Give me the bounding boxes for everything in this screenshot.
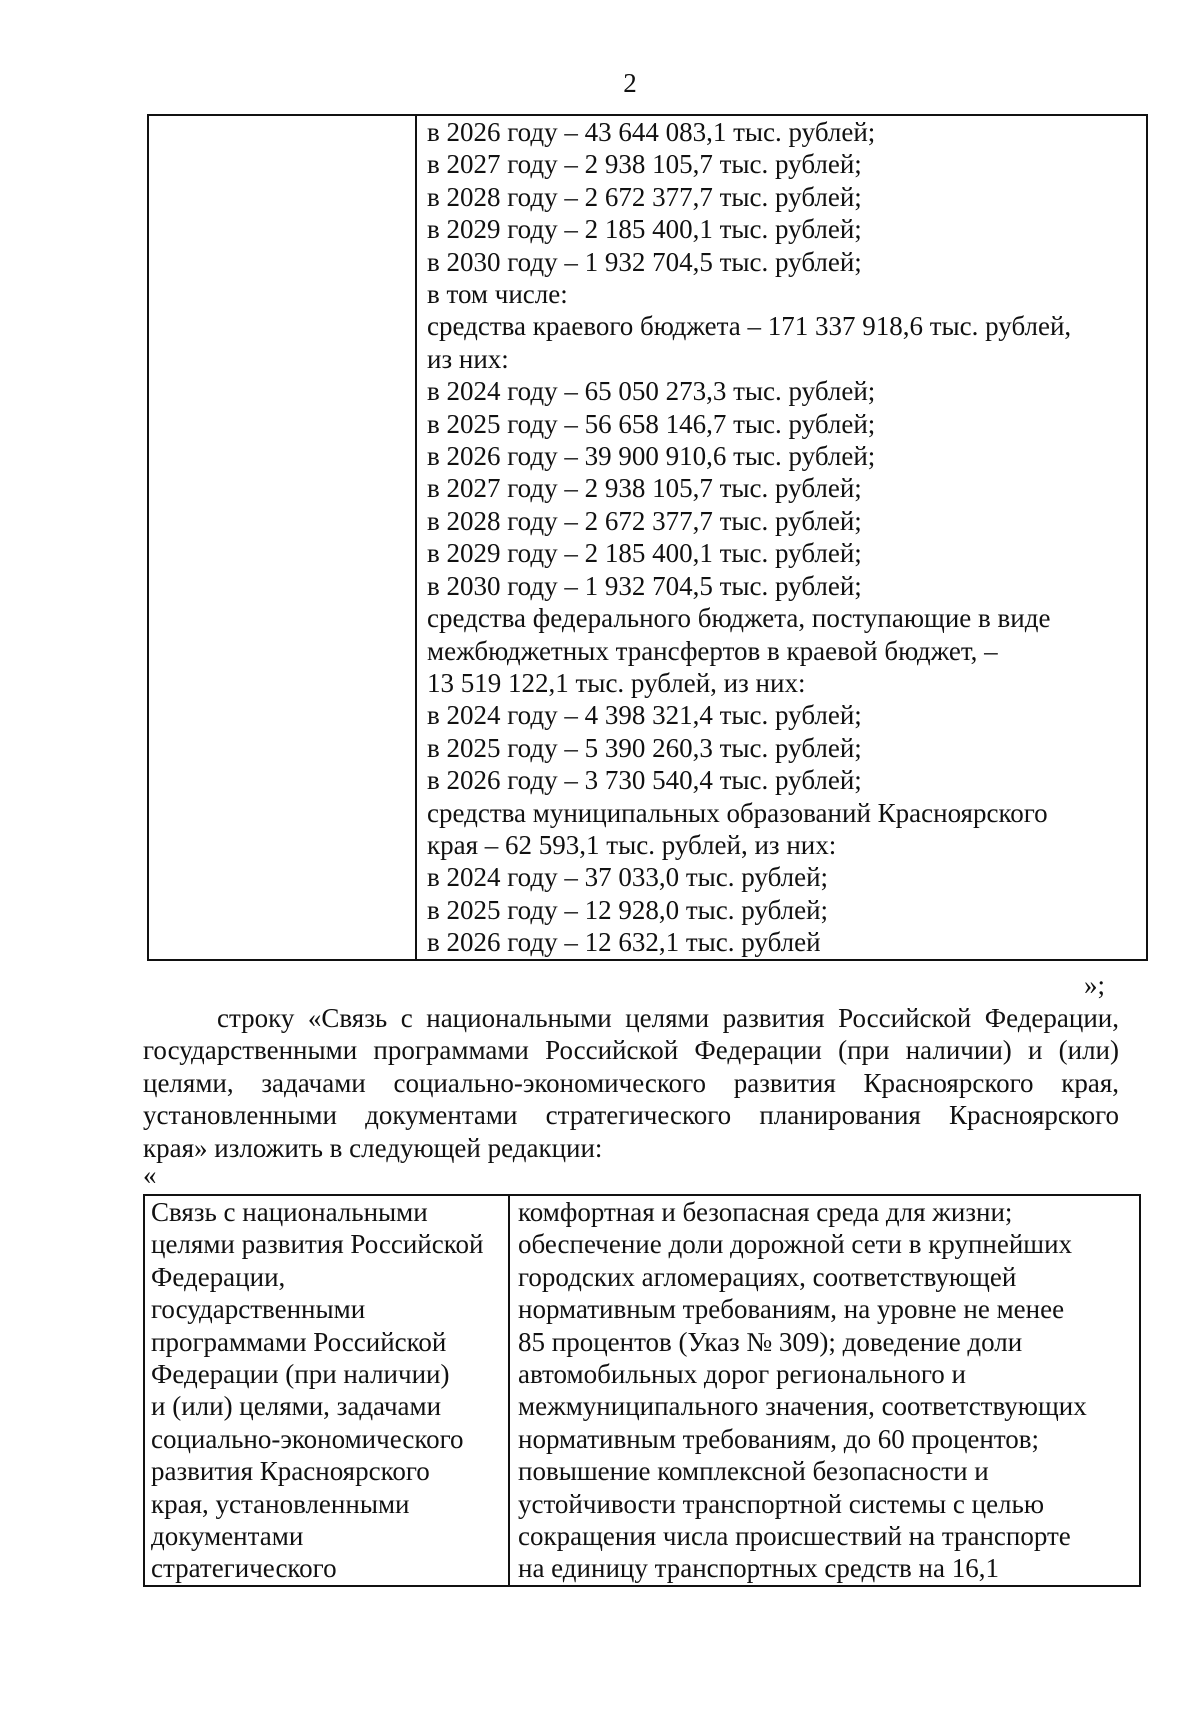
text-line: повышение комплексной безопасности и [518, 1456, 989, 1487]
text-line: в 2028 году – 2 672 377,7 тыс. рублей; [427, 505, 862, 536]
text-line: программами Российской [151, 1326, 447, 1357]
national-goals-value-cell [509, 1195, 1140, 1586]
text-line: документами [151, 1521, 304, 1552]
text-line: средства краевого бюджета – 171 337 918,6 тыс. рублей, [427, 311, 1072, 342]
text-line: в 2027 году – 2 938 105,7 тыс. рублей; [427, 473, 862, 504]
text-line: Федерации, [151, 1261, 286, 1292]
text-line: в 2028 году – 2 672 377,7 тыс. рублей; [427, 181, 862, 212]
text-line: целями развития Российской [151, 1229, 484, 1260]
table-row [144, 1195, 1140, 1586]
body-paragraph [143, 1002, 1119, 1164]
text-line: социально-экономического [151, 1423, 464, 1454]
text-line: в 2029 году – 2 185 400,1 тыс. рублей; [427, 214, 862, 245]
paragraph-line: строку «Связь с национальными целями развития Российской Федерации, [217, 1003, 1119, 1033]
text-line: развития Красноярского [151, 1456, 430, 1487]
text-line: в 2030 году – 1 932 704,5 тыс. рублей; [427, 246, 862, 277]
text-line: в 2024 году – 4 398 321,4 тыс. рублей; [427, 700, 862, 731]
closing-quote: »; [1083, 970, 1105, 1000]
paragraph-line: края» изложить в следующей редакции: [143, 1132, 603, 1163]
national-goals-label-cell [144, 1195, 509, 1586]
text-line: края – 62 593,1 тыс. рублей, из них: [427, 829, 837, 860]
text-line: в 2027 году – 2 938 105,7 тыс. рублей; [427, 149, 862, 180]
text-line: Федерации (при наличии) [151, 1359, 450, 1390]
table-row [148, 115, 1147, 960]
text-line: в 2026 году – 43 644 083,1 тыс. рублей; [427, 117, 876, 147]
text-line: в 2025 году – 56 658 146,7 тыс. рублей; [427, 408, 876, 439]
text-line: в 2030 году – 1 932 704,5 тыс. рублей; [427, 570, 862, 601]
funding-table-left-cell [148, 115, 416, 960]
page-number: 2 [623, 68, 637, 98]
text-line: в 2024 году – 65 050 273,3 тыс. рублей; [427, 376, 876, 407]
text-line: нормативным требованиям, на уровне не менее [518, 1294, 1065, 1325]
text-line: в 2026 году – 12 632,1 тыс. рублей [427, 927, 821, 958]
text-line: сокращения числа происшествий на транспорте [518, 1521, 1071, 1552]
text-line: в 2026 году – 3 730 540,4 тыс. рублей; [427, 765, 862, 796]
paragraph-line: государственными программами Российской Федерации (при наличии) и (или) [143, 1035, 1119, 1066]
text-line: Связь с национальными [151, 1197, 428, 1227]
text-line: стратегического [151, 1553, 337, 1584]
text-line: в 2029 году – 2 185 400,1 тыс. рублей; [427, 538, 862, 569]
text-line: на единицу транспортных средств на 16,1 [518, 1553, 999, 1584]
funding-table-right-cell [416, 115, 1147, 960]
text-line: средства федерального бюджета, поступающие в виде [427, 603, 1051, 634]
text-line: нормативным требованиям, до 60 процентов; [518, 1423, 1040, 1454]
opening-quote: « [143, 1160, 157, 1190]
text-line: межмуниципального значения, соответствующих [518, 1391, 1087, 1422]
text-line: 13 519 122,1 тыс. рублей, из них: [427, 667, 806, 698]
text-line: в 2025 году – 5 390 260,3 тыс. рублей; [427, 732, 862, 763]
text-line: обеспечение доли дорожной сети в крупнейших [518, 1229, 1073, 1260]
text-line: края, установленными [151, 1488, 410, 1519]
text-line: в 2026 году – 39 900 910,6 тыс. рублей; [427, 441, 876, 472]
national-goals-table [143, 1194, 1141, 1587]
text-line: средства муниципальных образований Красноярского [427, 797, 1048, 828]
text-line: из них: [427, 343, 509, 374]
text-line: в 2025 году – 12 928,0 тыс. рублей; [427, 894, 829, 925]
text-line: устойчивости транспортной системы с целью [518, 1488, 1045, 1519]
text-line: автомобильных дорог регионального и [518, 1359, 966, 1390]
funding-table [147, 114, 1148, 961]
paragraph-line: установленными документами стратегического планирования Красноярского [143, 1100, 1119, 1131]
text-line: в 2024 году – 37 033,0 тыс. рублей; [427, 862, 829, 893]
text-line: в том числе: [427, 279, 568, 310]
text-line: комфортная и безопасная среда для жизни; [518, 1197, 1013, 1227]
paragraph-line: целями, задачами социально-экономического развития Красноярского края, [143, 1067, 1119, 1098]
text-line: и (или) целями, задачами [151, 1391, 442, 1422]
text-line: городских агломерациях, соответствующей [518, 1261, 1017, 1292]
text-line: государственными [151, 1294, 366, 1325]
text-line: межбюджетных трансфертов в краевой бюджет, – [427, 635, 998, 666]
text-line: 85 процентов (Указ № 309); доведение доли [518, 1326, 1023, 1357]
